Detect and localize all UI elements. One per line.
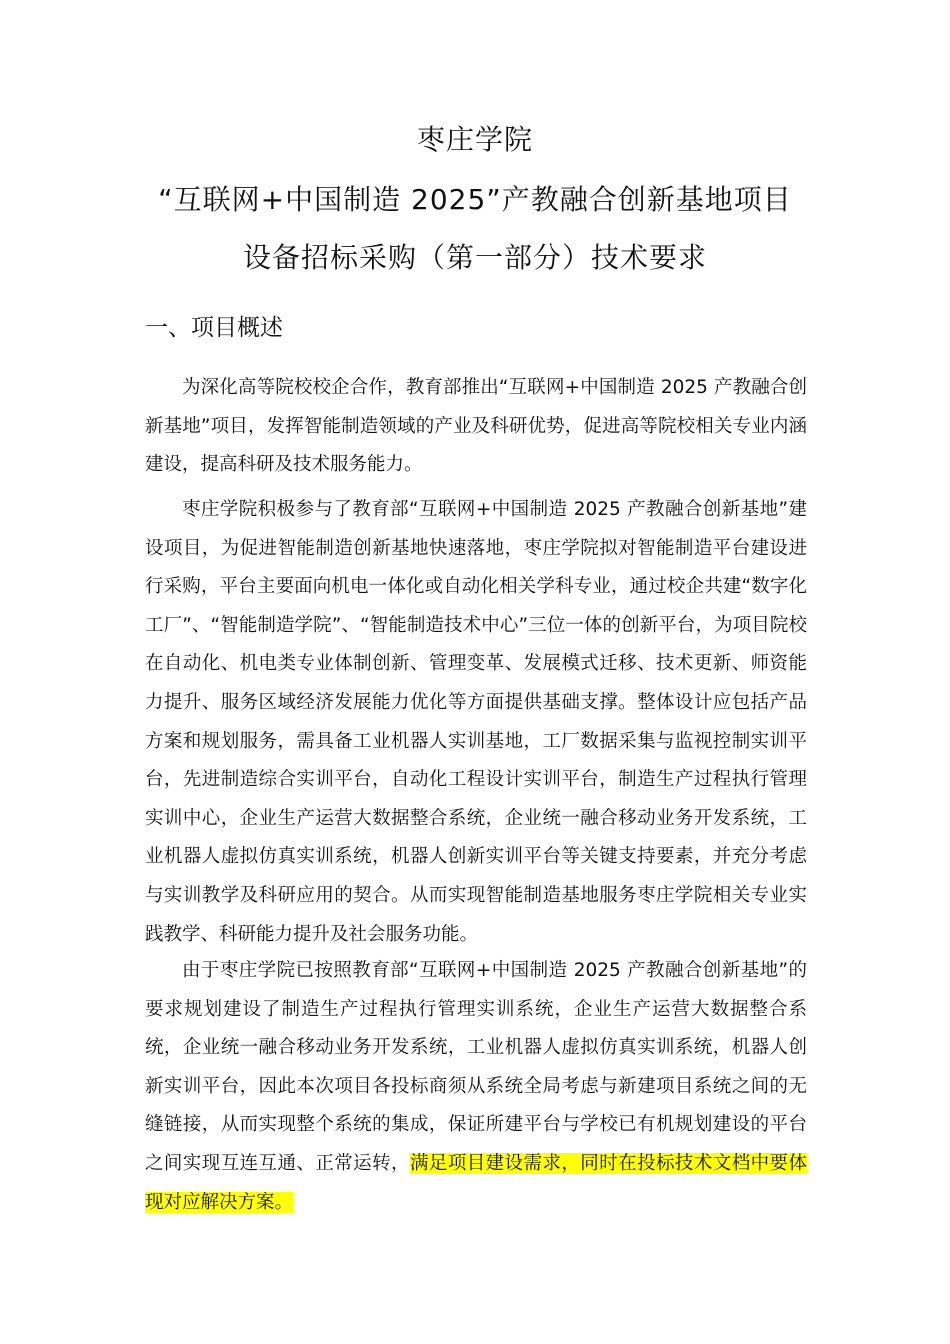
document-title-project: “互联网+中国制造 2025”产教融合创新基地项目	[158, 183, 792, 216]
paragraph-1	[145, 369, 807, 485]
paragraph-3	[145, 952, 807, 1222]
paragraph-3-highlighted-text: 满足项目建设需求，同时在投标技术文档中要体现对应解决方案。	[145, 1152, 807, 1213]
paragraph-2	[145, 491, 807, 954]
paragraph-2-text: 枣庄学院积极参与了教育部“互联网+中国制造 2025 产教融合创新基地”建设项目，为促进智能制造创新基地快速落地，枣庄学院拟对智能制造平台建设进行采购，平台主要面向机电一体化或自动化相关学科专业，通过校企共建“数字化工厂”、“智能制造学院”、“智能制造技术中心”三位一体的创新平台，为项目院校在自动化、机电类专业体制创新、管理变革、发展模式迁移、技术更新、师资能力提升、服务区域经济发展能力优化等方面提供基础支撑。整体设计应包括产品方案和规划服务，需具备工业机器人实训基地，工厂数据采集与监视控制实训平台，先进制造综合实训平台，自动化工程设计实训平台，制造生产过程执行管理实训中心，企业生产运营大数据整合系统，企业统一融合移动业务开发系统，工业机器人虚拟仿真实训系统，机器人创新实训平台等关键支持要素，并充分考虑与实训教学及科研应用的契合。从而实现智能制造基地服务枣庄学院相关专业实践教学、科研能力提升及社会服务功能。	[145, 499, 807, 945]
document-title-institution: 枣庄学院	[416, 123, 533, 156]
paragraph-1-text: 为深化高等院校校企合作，教育部推出“互联网+中国制造 2025 产教融合创新基地”项目，发挥智能制造领域的产业及科研优势，促进高等院校相关专业内涵建设，提高科研及技术服务能力。	[145, 377, 807, 476]
section-heading-overview: 一、项目概述	[145, 315, 283, 341]
paragraph-3-text: 由于枣庄学院已按照教育部“互联网+中国制造 2025 产教融合创新基地”的要求规划建设了制造生产过程执行管理实训系统，企业生产运营大数据整合系统，企业统一融合移动业务开发系统，工业机器人虚拟仿真实训系统，机器人创新实训平台，因此本次项目各投标商须从系统全局考虑与新建项目系统之间的无缝链接，从而实现整个系统的集成，保证所建平台与学校已有机规划建设的平台之间实现互连互通、正常运转，	[145, 960, 807, 1174]
document-title-subject: 设备招标采购（第一部分）技术要求	[242, 241, 707, 274]
